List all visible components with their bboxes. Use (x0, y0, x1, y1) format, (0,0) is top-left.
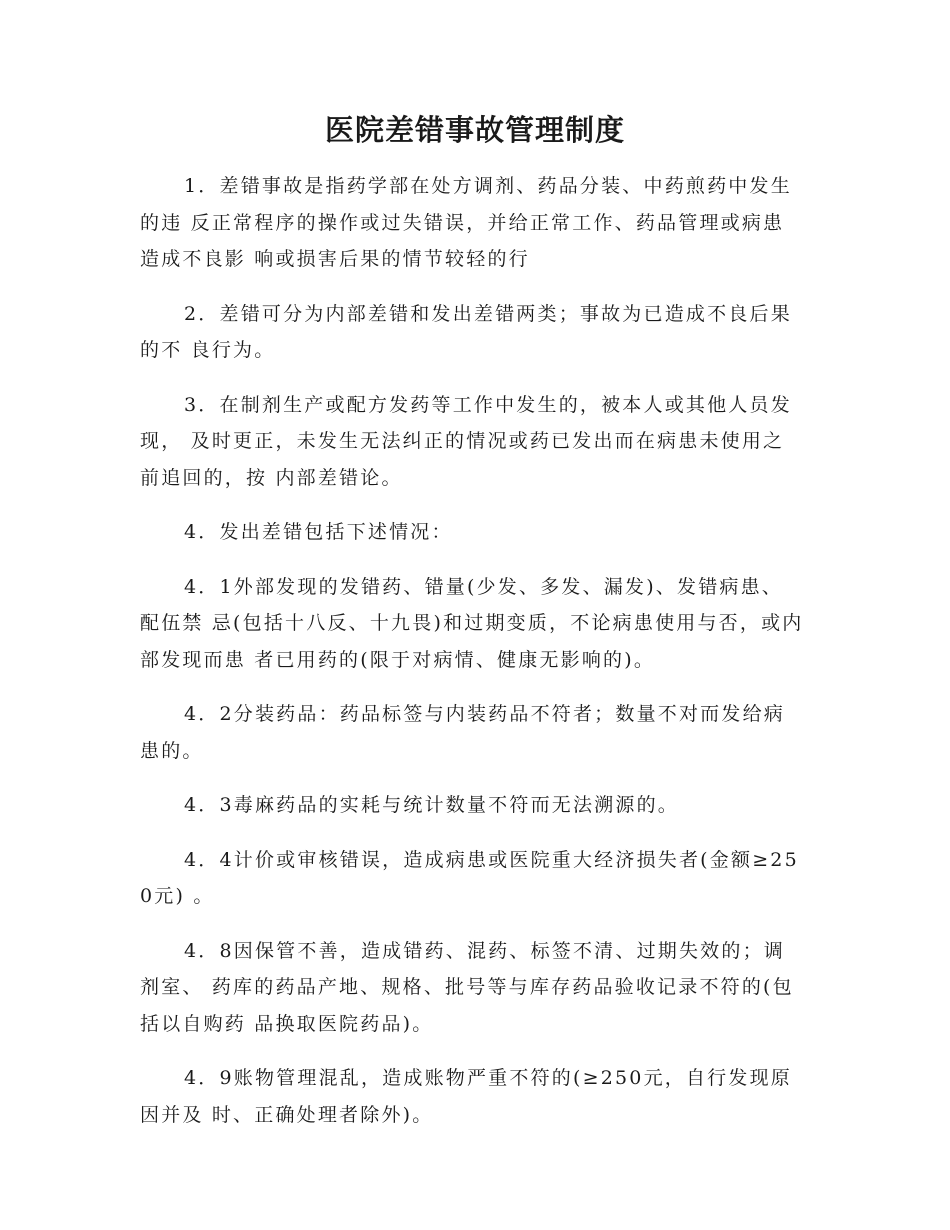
paragraph-4-1: 4．1外部发现的发错药、错量(少发、多发、漏发)、发错病患、配伍禁 忌(包括十八反、十九畏)和过期变质，不论病患使用与否，或内部发现而患 者已用药的(限于对病情、健康无影响的)。 (140, 575, 804, 671)
document-title: 医院差错事故管理制度 (324, 113, 625, 147)
paragraph-4: 4．发出差错包括下述情况： (184, 521, 453, 543)
document-body (140, 168, 804, 1151)
paragraph-2: 2．差错可分为内部差错和发出差错两类；事故为已造成不良后果的不 良行为。 (140, 302, 792, 361)
paragraph-4-2: 4．2分装药品：药品标签与内装药品不符者；数量不对而发给病患的。 (140, 703, 785, 762)
paragraph-4-4: 4．4计价或审核错误，造成病患或医院重大经济损失者(金额≥250元) 。 (140, 848, 799, 907)
paragraph-4-8: 4．8因保管不善，造成错药、混药、标签不清、过期失效的；调剂室、 药库的药品产地、规格、批号等与库存药品验收记录不符的(包括以自购药 品换取医院药品)。 (140, 939, 794, 1035)
paragraph-4-3: 4．3毒麻药品的实耗与统计数量不符而无法溯源的。 (184, 794, 679, 816)
paragraph-1: 1．差错事故是指药学部在处方调剂、药品分装、中药煎药中发生的违 反正常程序的操作或过失错误，并给正常工作、药品管理或病患造成不良影 响或损害后果的情节较轻的行 (140, 175, 792, 270)
paragraph-4-9: 4．9账物管理混乱，造成账物严重不符的(≥250元，自行发现原因并及 时、正确处理者除外)。 (140, 1067, 792, 1126)
paragraph-3: 3．在制剂生产或配方发药等工作中发生的，被本人或其他人员发现， 及时更正，未发生无法纠正的情况或药已发出而在病患未使用之前追回的，按 内部差错论。 (140, 393, 792, 489)
